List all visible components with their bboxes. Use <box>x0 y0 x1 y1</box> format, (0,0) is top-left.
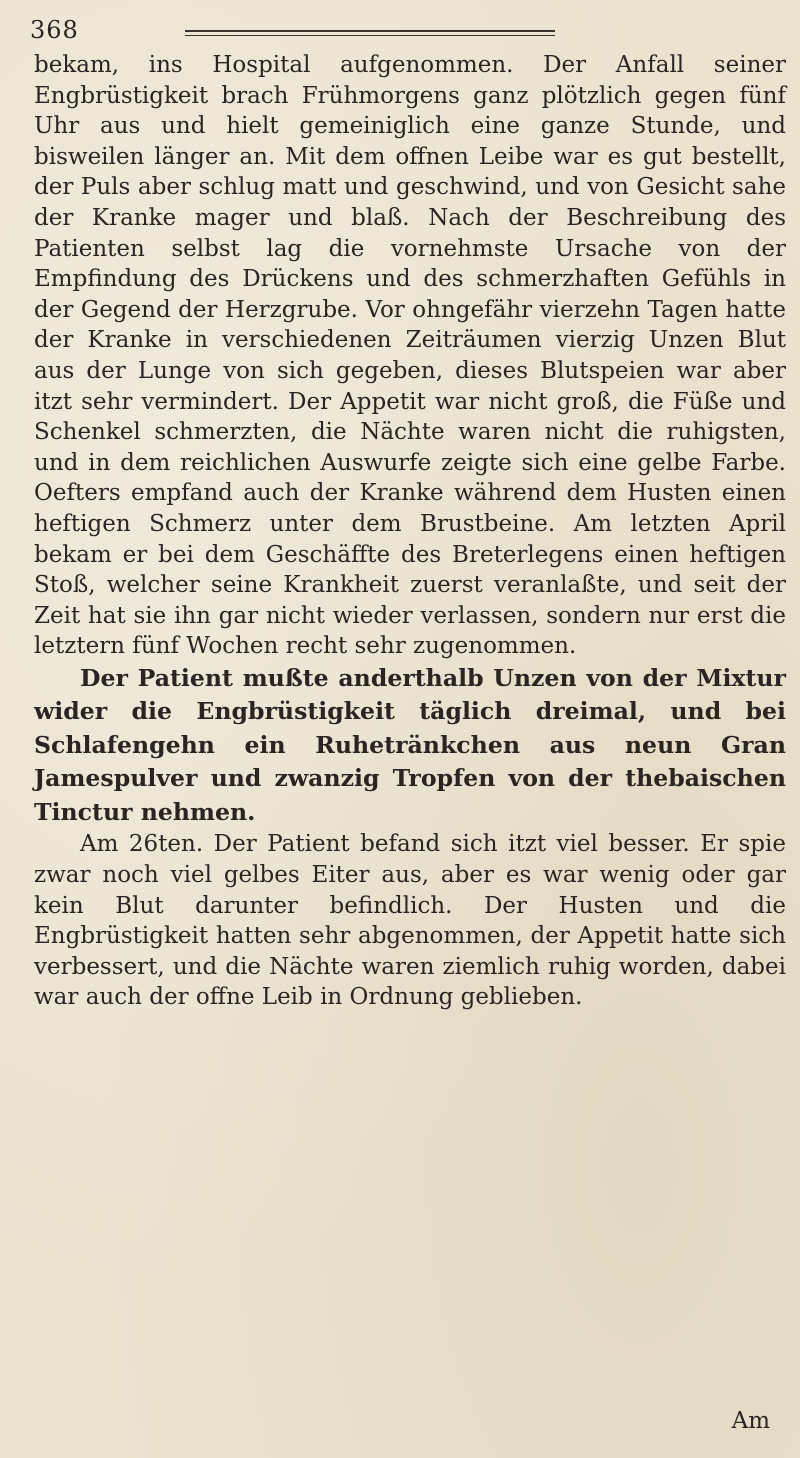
paragraph-prescription: Der Patient mußte anderthalb Unzen von der Mixtur wider die Engbrüstigkeit täglich dreimal, und bei Schlafengehn ein Ruhetränkchen aus neun Gran Jamespulver und zwanzig Tropfen von der thebaischen Tinctur nehmen. <box>34 663 786 826</box>
header-rule <box>185 30 555 32</box>
page-number: 368 <box>30 16 79 44</box>
catchword: Am <box>731 1408 770 1434</box>
paragraph-case-history: bekam, ins Hospital aufgenommen. Der Anfall seiner Engbrüstigkeit brach Frühmorgens ganz plötzlich gegen fünf Uhr aus und hielt gemeiniglich eine ganze Stunde, und bisweilen länger an. Mit dem offnen Leibe war es gut bestellt, der Puls aber schlug matt und geschwind, und von Gesicht sahe der Kranke mager und blaß. Nach der Beschreibung des Patienten selbst lag die vornehmste Ursache von der Empfindung des Drückens und des schmerzhaften Gefühls in der Gegend der Herzgrube. Vor ohngefähr vierzehn Tagen hatte der Kranke in verschiedenen Zeiträumen vierzig Unzen Blut aus der Lunge von sich gegeben, dieses Blutspeien war aber itzt sehr vermindert. Der Appetit war nicht groß, die Füße und Schenkel schmerzten, die Nächte waren nicht die ruhigsten, und in dem reichlichen Auswurfe zeigte sich eine gelbe Farbe. Oefters empfand auch der Kranke während dem Husten einen heftigen Schmerz unter dem Brustbeine. Am letzten April bekam er bei dem Geschäffte des Breterlegens einen heftigen Stoß, welcher seine Krankheit zuerst veranlaßte, und seit der Zeit hat sie ihn gar nicht wieder verlassen, sondern nur erst die letztern fünf Wochen recht sehr zugenommen. <box>34 52 786 660</box>
body-text <box>34 50 786 1013</box>
paragraph-26th-entry: Am 26ten. Der Patient befand sich itzt viel besser. Er spie zwar noch viel gelbes Eiter aus, aber es war wenig oder gar kein Blut darunter befindlich. Der Husten und die Engbrüstigkeit hatten sehr abgenommen, der Appetit hatte sich verbessert, und die Nächte waren ziemlich ruhig worden, dabei war auch der offne Leib in Ordnung geblieben. <box>34 831 786 1011</box>
